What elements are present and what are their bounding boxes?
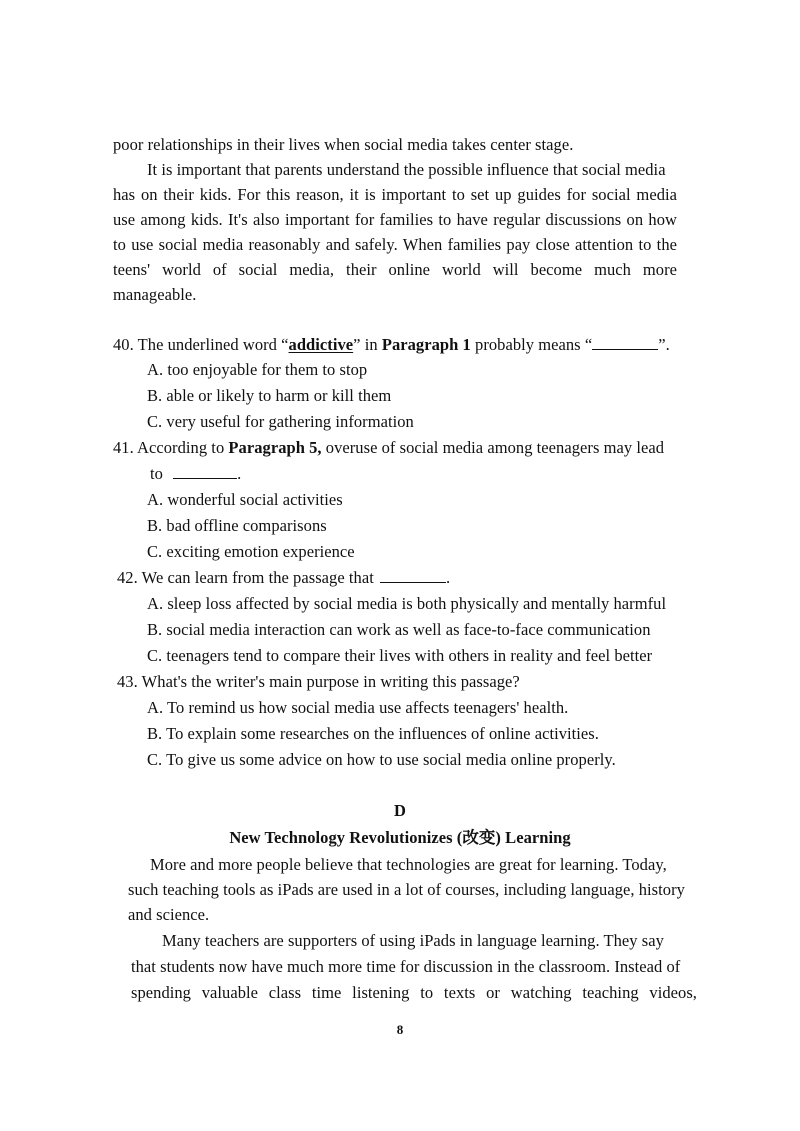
option-c: C. exciting emotion experience — [147, 542, 355, 561]
passage-text-line: spending valuable class time listening to texts or watching teaching videos, — [131, 983, 697, 1002]
option-b: B. To explain some researches on the influences of online activities. — [147, 724, 599, 743]
option-c: C. teenagers tend to compare their lives with others in reality and feel better — [147, 646, 653, 665]
paragraph-reference: Paragraph 5, — [228, 438, 322, 457]
passage-text-line: to use social media reasonably and safely. When families pay close attention to the — [113, 235, 677, 254]
passage-text-line: It is important that parents understand the possible influence that social media — [147, 160, 666, 179]
option-c: C. To give us some advice on how to use social media online properly. — [147, 750, 616, 769]
passage-text-line: Many teachers are supporters of using iPads in language learning. They say — [162, 931, 664, 950]
underlined-word: addictive — [288, 335, 354, 354]
passage-text-line: poor relationships in their lives when social media takes center stage. — [113, 135, 574, 154]
passage-text-line: has on their kids. For this reason, it is important to set up guides for social media — [113, 185, 677, 204]
passage-title: New Technology Revolutionizes (改变) Learning — [229, 828, 571, 847]
option-a: A. sleep loss affected by social media is both physically and mentally harmful — [147, 594, 667, 613]
option-a: A. wonderful social activities — [147, 490, 343, 509]
option-b: B. social media interaction can work as well as face-to-face communication — [147, 620, 651, 639]
page-number: 8 — [396, 1022, 404, 1037]
question-43-stem: 43. What's the writer's main purpose in writing this passage? — [117, 672, 520, 691]
option-b: B. able or likely to harm or kill them — [147, 386, 392, 405]
passage-text-line: manageable. — [113, 285, 197, 304]
passage-text-line: teens' world of social media, their online world will become much more — [113, 260, 677, 279]
passage-text-line: such teaching tools as iPads are used in a lot of courses, including language, history — [128, 880, 685, 899]
option-a: A. To remind us how social media use affects teenagers' health. — [147, 698, 569, 717]
option-c: C. very useful for gathering information — [147, 412, 414, 431]
passage-text-line: use among kids. It's also important for families to have regular discussions on how — [113, 210, 677, 229]
option-b: B. bad offline comparisons — [147, 516, 327, 535]
section-letter: D — [394, 801, 406, 820]
question-42-stem: 42. We can learn from the passage that . — [117, 568, 451, 587]
passage-text-line: and science. — [128, 905, 210, 924]
passage-text-line: that students now have much more time for discussion in the classroom. Instead of — [131, 957, 681, 976]
paragraph-reference: Paragraph 1 — [381, 335, 471, 354]
answer-blank — [173, 464, 237, 479]
answer-blank — [380, 568, 446, 583]
answer-blank — [592, 335, 658, 350]
question-41-stem: 41. According to Paragraph 5, overuse of social media among teenagers may lead — [113, 438, 665, 457]
question-41-stem-cont: to . — [150, 464, 242, 483]
option-a: A. too enjoyable for them to stop — [147, 360, 368, 379]
passage-text-line: More and more people believe that technologies are great for learning. Today, — [150, 855, 667, 874]
question-40-stem: 40. The underlined word “addictive” in Paragraph 1 probably means “ ”. — [113, 335, 670, 354]
